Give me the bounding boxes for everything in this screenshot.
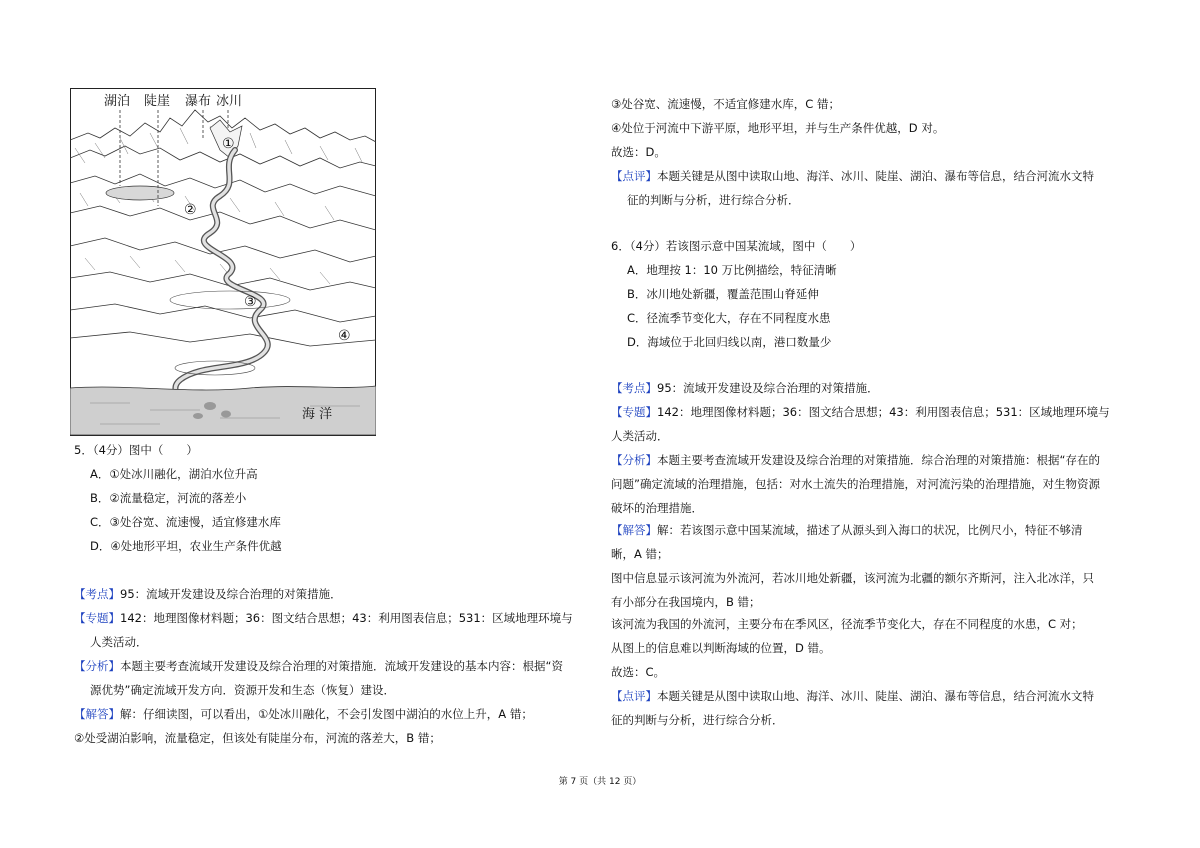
q6-jieda-tag: 【解答】 (611, 523, 657, 537)
label-lake: 湖泊 (104, 94, 131, 109)
label-waterfall: 瀑布 (185, 94, 212, 109)
q5-dianping-cont: 征的判断与分析，进行综合分析． (627, 193, 800, 207)
q6-jieda-5: 该河流为我国的外流河，主要分布在季风区，径流季节变化大，存在不同程度的水患，C 对； (611, 617, 1083, 631)
q6-fenxi-text: 本题主要考查流域开发建设及综合治理的对策措施．综合治理的对策措施：根据“存在的 (657, 453, 1100, 467)
q6-option-a: A．地理按 1：10 万比例描绘，特征清晰 (627, 263, 837, 277)
q6-answer: 故选：C。 (611, 665, 666, 679)
q6-dianping-text: 本题关键是从图中读取山地、海洋、冰川、陡崖、湖泊、瀑布等信息，结合河流水文特 (657, 689, 1094, 703)
q5-fenxi (74, 658, 563, 674)
marker-2: ② (184, 202, 197, 218)
q5-answer: 故选：D。 (611, 145, 666, 159)
marker-1: ① (222, 136, 235, 152)
q5-fenxi-cont: 源优势”确定流域开发方向．资源开发和生态（恢复）建设． (90, 683, 395, 697)
q6-fenxi-cont: 问题”确定流域的治理措施，包括：对水土流失的治理措施，对河流污染的治理措施，对生物资源 (611, 477, 1100, 491)
q5-dianping-tag: 【点评】 (611, 169, 657, 183)
q6-kaodian (611, 380, 879, 396)
q5-zhuanti (74, 610, 573, 626)
q6-kaodian-tag: 【考点】 (611, 381, 657, 395)
label-ocean: 海 洋 (302, 407, 333, 422)
q6-jieda-6: 从图上的信息难以判断海域的位置，D 错。 (611, 641, 831, 655)
q5-jieda-2: ②处受湖泊影响，流量稳定，但该处有陡崖分布，河流的落差大，B 错； (74, 731, 441, 745)
q6-stem: 6．（4分）若该图示意中国某流域，图中（ ） (611, 239, 862, 253)
q5-kaodian-tag: 【考点】 (74, 587, 120, 601)
q6-zhuanti (611, 404, 1110, 420)
q6-jieda-text: 解：若该图示意中国某流域，描述了从源头到入海口的状况，比例尺小，特征不够清 (657, 523, 1083, 537)
q6-option-c: C．径流季节变化大，存在不同程度水患 (627, 311, 831, 325)
page-footer: 第 7 页（共 12 页） (558, 777, 642, 787)
label-glacier: 冰川 (216, 94, 243, 109)
q5-fenxi-text: 本题主要考查流域开发建设及综合治理的对策措施．流域开发建设的基本内容：根据“资 (120, 659, 563, 673)
q6-option-b: B．冰川地处新疆，覆盖范围山脊延伸 (627, 287, 819, 301)
q6-zhuanti-cont: 人类活动． (611, 429, 669, 443)
q5-jieda-text: 解：仔细读图，可以看出，①处冰川融化，不会引发图中湖泊的水位上升，A 错； (120, 707, 533, 721)
q5-jieda-3: ③处谷宽、流速慢，不适宜修建水库，C 错； (611, 97, 840, 111)
q6-fenxi (611, 452, 1100, 468)
q5-zhuanti-text: 142：地理图像材料题；36：图文结合思想；43：利用图表信息；531：区域地理环境与 (120, 611, 573, 625)
label-cliff: 陡崖 (144, 94, 171, 109)
q6-jieda-3: 图中信息显示该河流为外流河，若冰川地处新疆，该河流为北疆的额尔齐斯河，注入北冰洋，只 (611, 571, 1094, 585)
q6-dianping (611, 688, 1094, 704)
q6-jieda-4: 有小部分在我国境内，B 错； (611, 595, 761, 609)
q6-dianping-cont: 征的判断与分析，进行综合分析． (611, 713, 784, 727)
q5-kaodian (74, 586, 342, 602)
q6-kaodian-text: 95：流域开发建设及综合治理的对策措施． (657, 381, 879, 395)
marker-4: ④ (338, 328, 351, 344)
q5-kaodian-text: 95：流域开发建设及综合治理的对策措施． (120, 587, 342, 601)
q5-fenxi-tag: 【分析】 (74, 659, 120, 673)
q5-option-c: C．③处谷宽、流速慢，适宜修建水库 (90, 515, 281, 529)
q6-fenxi-tag: 【分析】 (611, 453, 657, 467)
q6-option-d: D．海域位于北回归线以南，港口数量少 (627, 335, 832, 349)
q5-stem: 5．（4分）图中（ ） (74, 443, 198, 457)
q6-fenxi-cont-2: 破坏的治理措施． (611, 501, 703, 515)
q5-jieda-4: ④处位于河流中下游平原，地形平坦，并与生产条件优越，D 对。 (611, 121, 945, 135)
q5-zhuanti-cont: 人类活动． (90, 635, 148, 649)
q6-zhuanti-tag: 【专题】 (611, 405, 657, 419)
q5-option-b: B．②流量稳定，河流的落差小 (90, 491, 247, 505)
river-basin-figure (70, 88, 376, 436)
q5-dianping (611, 168, 1094, 184)
q6-jieda-2: 晰，A 错； (611, 547, 669, 561)
q5-jieda (74, 706, 533, 722)
q5-option-d: D．④处地形平坦，农业生产条件优越 (90, 539, 282, 553)
q5-jieda-tag: 【解答】 (74, 707, 120, 721)
q6-jieda (611, 522, 1083, 538)
marker-3: ③ (244, 294, 257, 310)
q5-zhuanti-tag: 【专题】 (74, 611, 120, 625)
q6-zhuanti-text: 142：地理图像材料题；36：图文结合思想；43：利用图表信息；531：区域地理环境与 (657, 405, 1110, 419)
q6-dianping-tag: 【点评】 (611, 689, 657, 703)
q5-option-a: A．①处冰川融化，湖泊水位升高 (90, 467, 258, 481)
q5-dianping-text: 本题关键是从图中读取山地、海洋、冰川、陡崖、湖泊、瀑布等信息，结合河流水文特 (657, 169, 1094, 183)
